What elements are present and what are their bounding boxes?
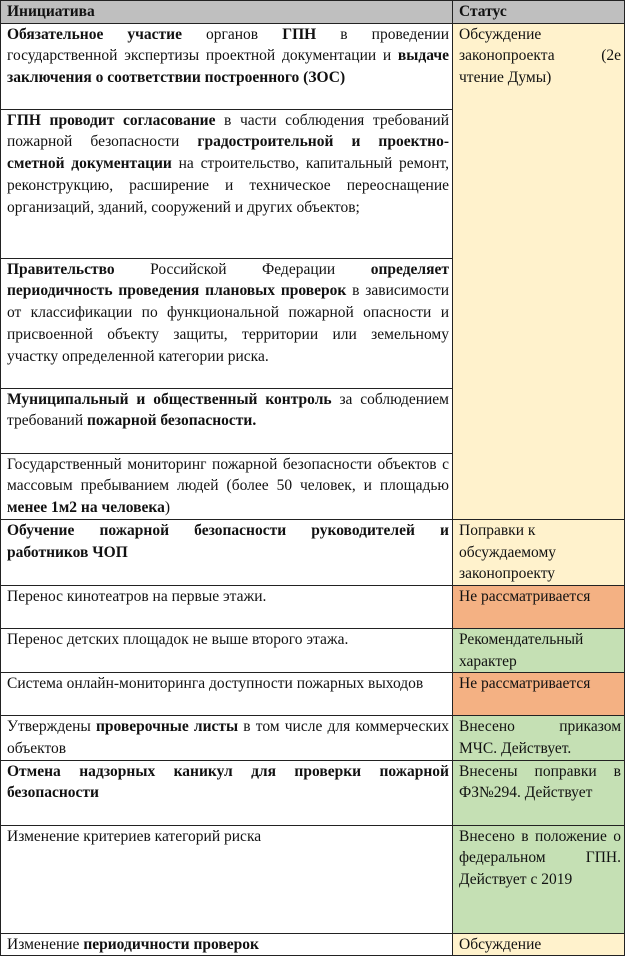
initiative-text: проверочные листы bbox=[95, 718, 239, 736]
initiative-text: Обучение пожарной безопасности руководителей и работников ЧОП bbox=[7, 521, 449, 561]
status-cell: Не рассматривается bbox=[453, 585, 625, 628]
status-cell: Поправки к обсуждаемому законопроекту bbox=[453, 519, 625, 585]
table-row bbox=[1, 673, 625, 716]
table-row bbox=[1, 716, 625, 760]
initiative-cell bbox=[1, 585, 453, 628]
initiative-text: Изменение критериев категорий риска bbox=[7, 827, 262, 845]
initiative-text: Изменение bbox=[7, 935, 84, 953]
status-cell: Внесено в положение о федеральном ГПН. Действует с 2019 bbox=[453, 825, 625, 933]
initiative-text: ) bbox=[164, 499, 171, 517]
status-cell: Внесено приказом МЧС. Действует. bbox=[453, 716, 625, 760]
status-cell: Не рассматривается bbox=[453, 673, 625, 716]
initiative-cell bbox=[1, 388, 453, 453]
table-row bbox=[1, 23, 625, 109]
status-cell: Обсуждение bbox=[453, 933, 625, 956]
initiative-text: менее 1м2 на человека bbox=[7, 499, 165, 517]
initiative-text: на строительство, капитальный ремонт, реконструкцию, расширение и техническое переоснащение организаций, зданий, сооружений и других объектов; bbox=[7, 155, 449, 216]
initiative-cell bbox=[1, 825, 453, 933]
initiative-text: выдаче заключения о соответствии построенного (ЗОС) bbox=[7, 47, 449, 87]
initiative-text: Муниципальный и общественный контроль bbox=[7, 390, 332, 408]
initiative-text: ГПН bbox=[282, 25, 317, 43]
status-cell: Рекомендательный характер bbox=[453, 628, 625, 672]
initiative-text: Отмена надзорных каникул для проверки пожарной безопасности bbox=[7, 762, 449, 802]
initiative-text: Государственный мониторинг пожарной безопасности объектов с массовым пребыванием людей (более 50 человек, и площадью bbox=[7, 455, 449, 495]
initiative-cell bbox=[1, 519, 453, 585]
initiative-text: периодичности проверок bbox=[83, 935, 259, 953]
table-header-row bbox=[1, 1, 625, 24]
table-row bbox=[1, 628, 625, 672]
initiative-text: Перенос кинотеатров на первые этажи. bbox=[7, 587, 267, 605]
column-header-status: Статус bbox=[453, 1, 625, 24]
initiative-text: Перенос детских площадок не выше второго этажа. bbox=[7, 630, 349, 648]
initiative-text: Правительство bbox=[7, 260, 115, 278]
initiative-cell bbox=[1, 453, 453, 519]
initiative-cell bbox=[1, 673, 453, 716]
initiative-text: градостроительной и проектно-сметной документации bbox=[7, 133, 449, 173]
initiative-cell bbox=[1, 760, 453, 825]
initiative-text: в зависимости от классификации по функциональной пожарной опасности и присвоенной объекту защиты, территории или земельному участку определенной категории риска. bbox=[7, 282, 449, 365]
initiative-text: Российской Федерации bbox=[114, 260, 371, 278]
initiative-text: в том числе для коммерческих объектов bbox=[7, 718, 449, 758]
table-row bbox=[1, 933, 625, 956]
initiative-text: пожарной безопасности. bbox=[86, 412, 257, 430]
initiative-cell bbox=[1, 933, 453, 956]
initiative-text: органов bbox=[181, 25, 283, 43]
initiative-text: за соблюдением требований bbox=[7, 390, 449, 430]
initiative-text: определяет периодичность проведения плановых проверок bbox=[7, 260, 449, 300]
initiative-cell bbox=[1, 628, 453, 672]
table-row bbox=[1, 760, 625, 825]
initiative-cell bbox=[1, 109, 453, 258]
status-cell: Обсуждение законопроекта (2е чтение Думы) bbox=[453, 23, 625, 519]
initiative-text: Утверждены bbox=[7, 718, 96, 736]
table-row bbox=[1, 825, 625, 933]
table-row bbox=[1, 585, 625, 628]
initiative-cell bbox=[1, 23, 453, 109]
initiative-text: в проведении государственной экспертизы проектной документации и bbox=[7, 25, 449, 65]
initiative-cell bbox=[1, 258, 453, 388]
initiative-text: ГПН проводит согласование bbox=[7, 111, 216, 129]
table-row bbox=[1, 519, 625, 585]
initiative-text: в части соблюдения требований пожарной безопасности bbox=[7, 111, 449, 151]
initiative-text: Обязательное участие bbox=[7, 25, 182, 43]
column-header-initiative: Инициатива bbox=[1, 1, 453, 24]
initiative-text: Система онлайн-мониторинга доступности пожарных выходов bbox=[7, 675, 424, 693]
initiative-cell bbox=[1, 716, 453, 760]
status-cell: Внесены поправки в ФЗ№294. Действует bbox=[453, 760, 625, 825]
